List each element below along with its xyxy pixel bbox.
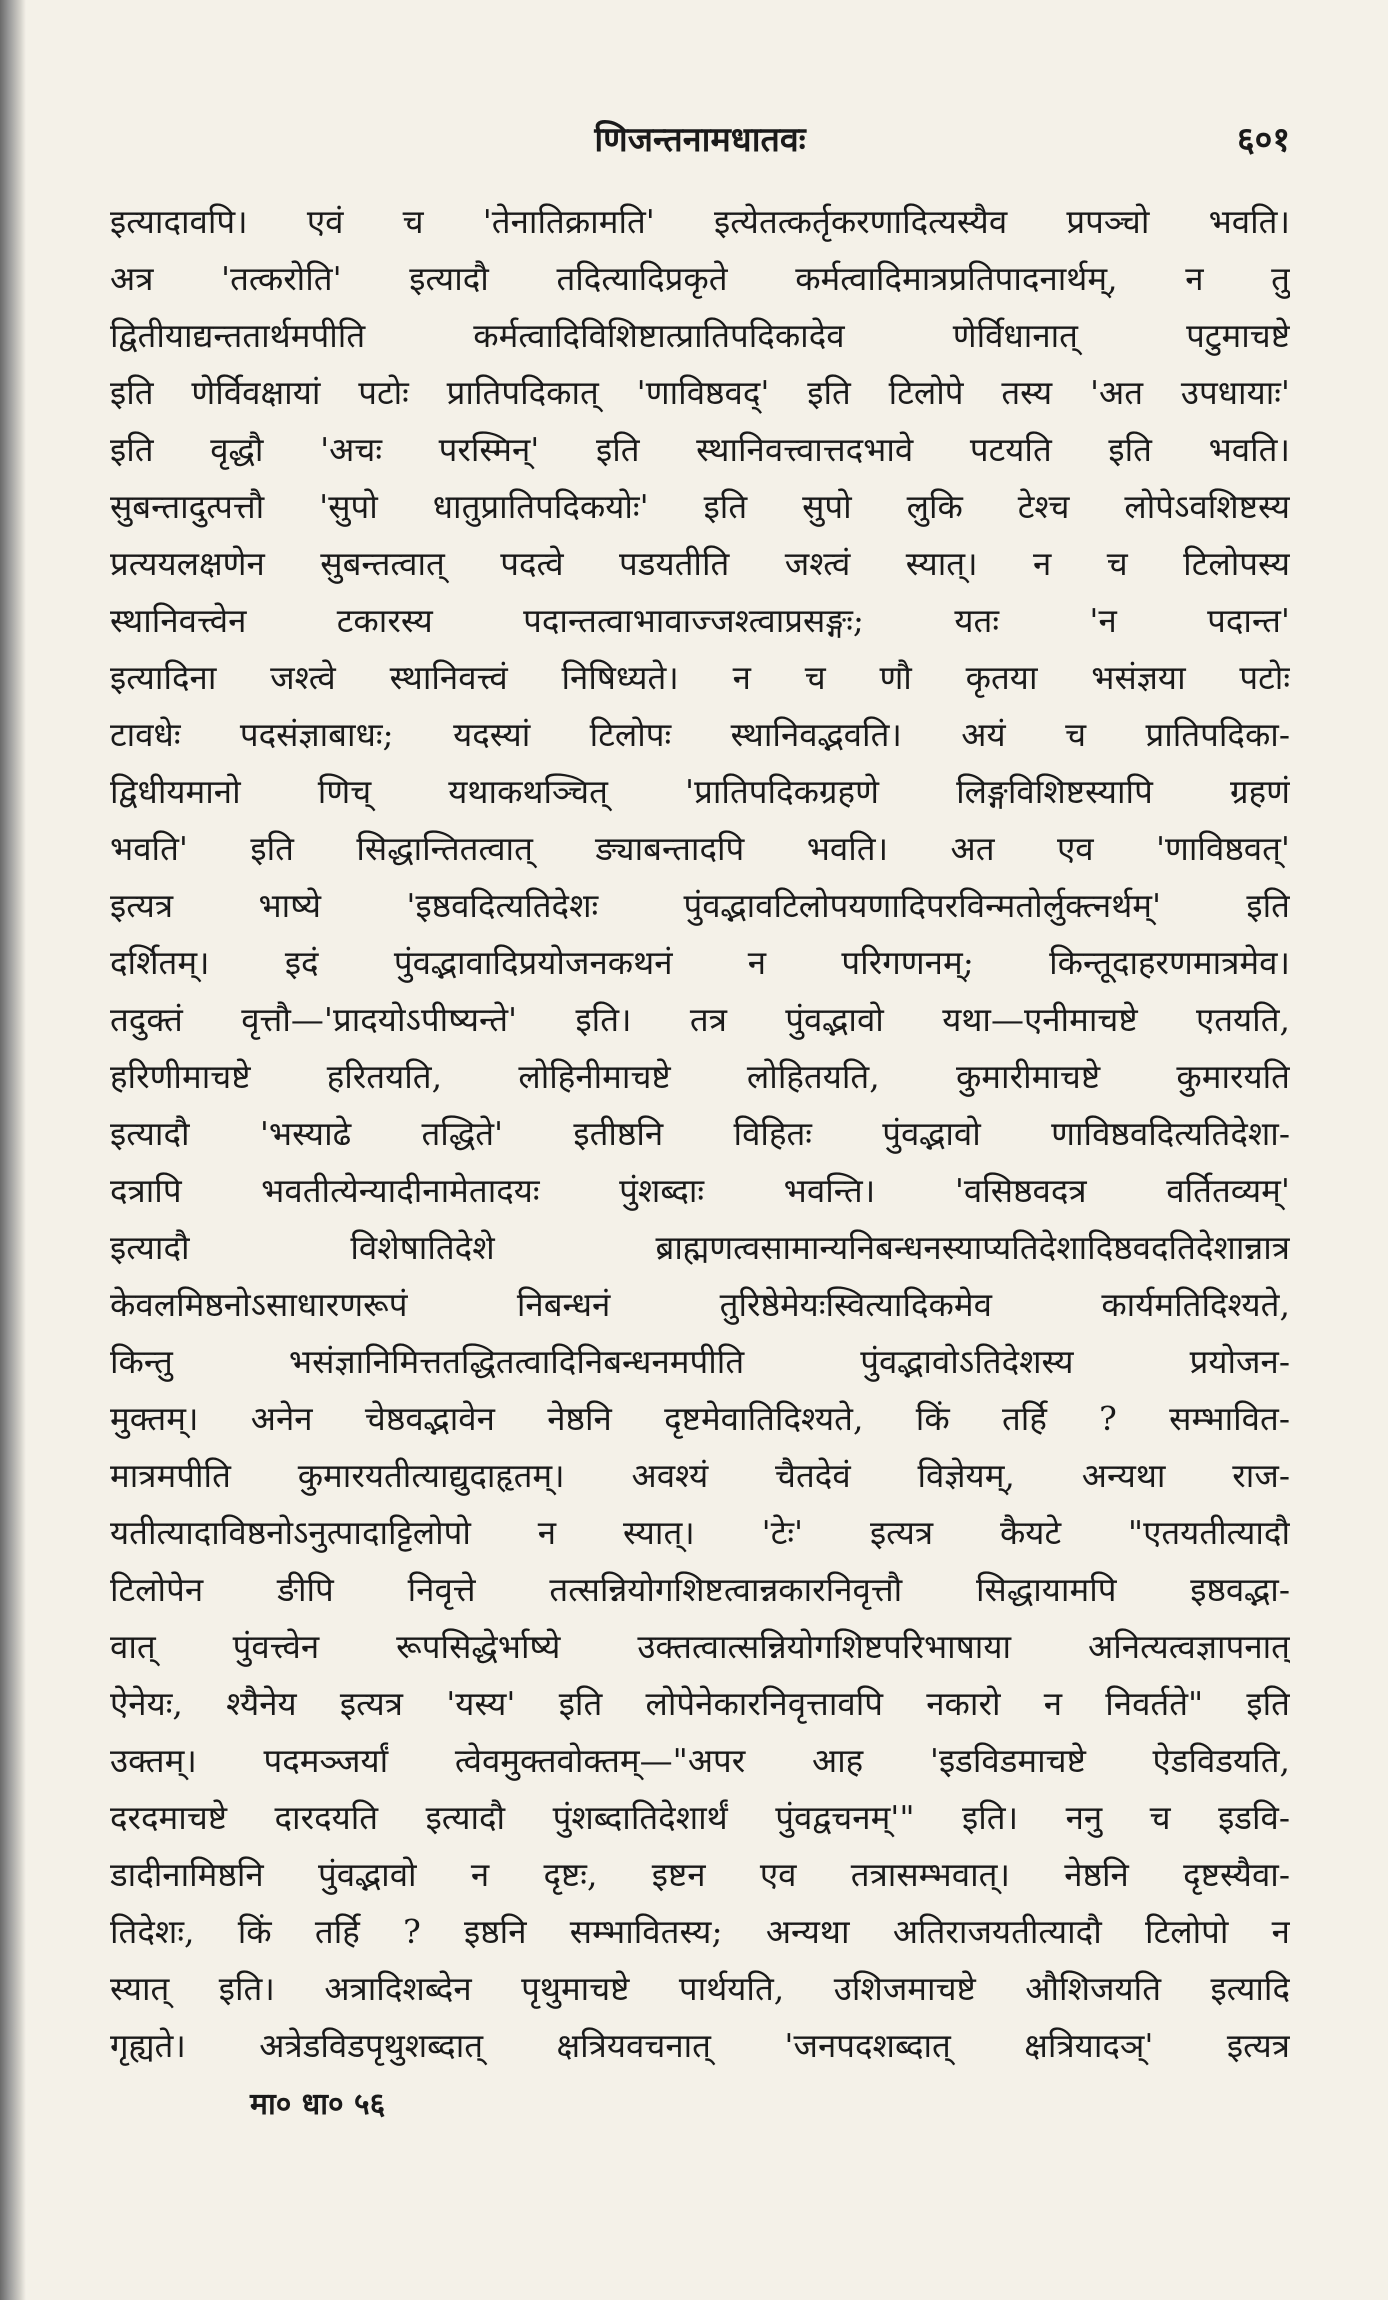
text-line: दत्रापि भवतीत्येन्यादीनामेतादयः पुंशब्दाः भवन्ति। 'वसिष्ठवदत्र वर्तितव्यम्' <box>110 1171 1290 1210</box>
text-line: भवति' इति सिद्धान्तितत्वात् ङ्याबन्तादपि भवति। अत एव 'णाविष्ठवत्' <box>110 829 1290 868</box>
text-line: अत्र 'तत्करोति' इत्यादौ तदित्यादिप्रकृते कर्मत्वादिमात्रप्रतिपादनार्थम्, न तु <box>110 259 1290 298</box>
text-line: डादीनामिष्ठनि पुंवद्भावो न दृष्टः, इष्टन एव तत्रासम्भवात्। नेष्ठनि दृष्टस्यैवा- <box>110 1855 1290 1894</box>
running-head: णिजन्तनामधातवः <box>594 120 806 160</box>
text-line: दरदमाचष्टे दारदयति इत्यादौ पुंशब्दातिदेशार्थं पुंवद्वचनम्'" इति। ननु च इडवि- <box>110 1798 1290 1837</box>
text-line: मुक्तम्। अनेन चेष्ठवद्भावेन नेष्ठनि दृष्टमेवातिदिश्यते, किं तर्हि ? सम्भावित- <box>110 1399 1290 1438</box>
text-line: इत्यत्र भाष्ये 'इष्ठवदित्यतिदेशः पुंवद्भावटिलोपयणादिपरविन्मतोर्लुक्त्नर्थम्' इति <box>110 886 1290 925</box>
text-line: स्यात् इति। अत्रादिशब्देन पृथुमाचष्टे पार्थयति, उशिजमाचष्टे औशिजयति इत्यादि <box>110 1969 1290 2008</box>
text-line: इत्यादिना जश्त्वे स्थानिवत्त्वं निषिध्यते। न च णौ कृतया भसंज्ञया पटोः <box>110 658 1290 697</box>
text-line: यतीत्यादाविष्ठनोऽनुत्पादाट्टिलोपो न स्यात्। 'टेः' इत्यत्र कैयटे "एतयतीत्यादौ <box>110 1513 1290 1552</box>
text-line: द्वितीयाद्यन्ततार्थमपीति कर्मत्वादिविशिष्टात्प्रातिपदिकादेव णेर्विधानात् पटुमाचष्टे <box>110 316 1290 355</box>
text-line: तिदेशः, किं तर्हि ? इष्ठनि सम्भावितस्य; अन्यथा अतिराजयतीत्यादौ टिलोपो न <box>110 1912 1290 1951</box>
text-line: टिलोपेन ङीपि निवृत्ते तत्सन्नियोगशिष्टत्वान्नकारनिवृत्तौ सिद्धायामपि इष्ठवद्भा- <box>110 1570 1290 1609</box>
text-line: ऐनेयः, श्यैनेय इत्यत्र 'यस्य' इति लोपेनेकारनिवृत्तावपि नकारो न निवर्तते" इति <box>110 1684 1290 1723</box>
text-line: उक्तम्। पदमञ्जर्यां त्वेवमुक्तवोक्तम्—"अपर आह 'इडविडमाचष्टे ऐडविडयति, <box>110 1741 1290 1780</box>
text-line: तदुक्तं वृत्तौ—'प्रादयोऽपीष्यन्ते' इति। तत्र पुंवद्भावो यथा—एनीमाचष्टे एतयति, <box>110 1000 1290 1039</box>
text-line: दर्शितम्। इदं पुंवद्भावादिप्रयोजनकथनं न परिगणनम्; किन्तूदाहरणमात्रमेव। <box>110 943 1290 982</box>
text-line: टावधेः पदसंज्ञाबाधः; यदस्यां टिलोपः स्थानिवद्भवति। अयं च प्रातिपदिका- <box>110 715 1290 754</box>
text-line: मात्रमपीति कुमारयतीत्याद्युदाहृतम्। अवश्यं चैतदेवं विज्ञेयम्, अन्यथा राज- <box>110 1456 1290 1495</box>
text-line: सुबन्तादुत्पत्तौ 'सुपो धातुप्रातिपदिकयोः' इति सुपो लुकि टेश्च लोपेऽवशिष्टस्य <box>110 487 1290 526</box>
text-line: इत्यादौ 'भस्याढे तद्धिते' इतीष्ठनि विहितः पुंवद्भावो णाविष्ठवदित्यतिदेशा- <box>110 1114 1290 1153</box>
text-line: किन्तु भसंज्ञानिमित्ततद्धितत्वादिनिबन्धनमपीति पुंवद्भावोऽतिदेशस्य प्रयोजन- <box>110 1342 1290 1381</box>
text-line: केवलमिष्ठनोऽसाधारणरूपं निबन्धनं तुरिष्ठेमेयःस्वित्यादिकमेव कार्यमतिदिश्यते, <box>110 1285 1290 1324</box>
text-line: प्रत्ययलक्षणेन सुबन्तत्वात् पदत्वे पडयतीति जश्त्वं स्यात्। न च टिलोपस्य <box>110 544 1290 583</box>
text-line: द्विधीयमानो णिच् यथाकथञ्चित् 'प्रातिपदिकग्रहणे लिङ्गविशिष्टस्यापि ग्रहणं <box>110 772 1290 811</box>
signature-mark: मा० धा० ५६ <box>250 2087 386 2122</box>
text-line: इति वृद्धौ 'अचः परस्मिन्' इति स्थानिवत्त्वात्तदभावे पटयति इति भवति। <box>110 430 1290 469</box>
page-header <box>110 105 1290 165</box>
book-page <box>110 105 1290 2255</box>
body-text <box>110 193 1290 2074</box>
text-line: हरिणीमाचष्टे हरितयति, लोहिनीमाचष्टे लोहितयति, कुमारीमाचष्टे कुमारयति <box>110 1057 1290 1096</box>
text-line: इत्यादावपि। एवं च 'तेनातिक्रामति' इत्येतत्कर्तृकरणादित्यस्यैव प्रपञ्चो भवति। <box>110 202 1290 241</box>
text-line: वात् पुंवत्त्वेन रूपसिद्धेर्भाष्ये उक्तत्वात्सन्नियोगशिष्टपरिभाषाया अनित्यत्वज्ञापनात् <box>110 1627 1290 1666</box>
text-line: गृह्यते। अत्रेडविडपृथुशब्दात् क्षत्रियवचनात् 'जनपदशब्दात् क्षत्रियादञ्' इत्यत्र <box>110 2026 1290 2065</box>
text-line: इत्यादौ विशेषातिदेशे ब्राह्मणत्वसामान्यनिबन्धनस्याप्यतिदेशादिष्ठवदतिदेशान्नात्र <box>110 1228 1290 1267</box>
page-number: ६०१ <box>1236 120 1290 160</box>
text-line: स्थानिवत्त्वेन टकारस्य पदान्तत्वाभावाज्जश्त्वाप्रसङ्गः; यतः 'न पदान्त' <box>110 601 1290 640</box>
book-spine-shadow <box>0 0 26 2300</box>
text-line: इति णेर्विवक्षायां पटोः प्रातिपदिकात् 'णाविष्ठवद्' इति टिलोपे तस्य 'अत उपधायाः' <box>110 373 1290 412</box>
